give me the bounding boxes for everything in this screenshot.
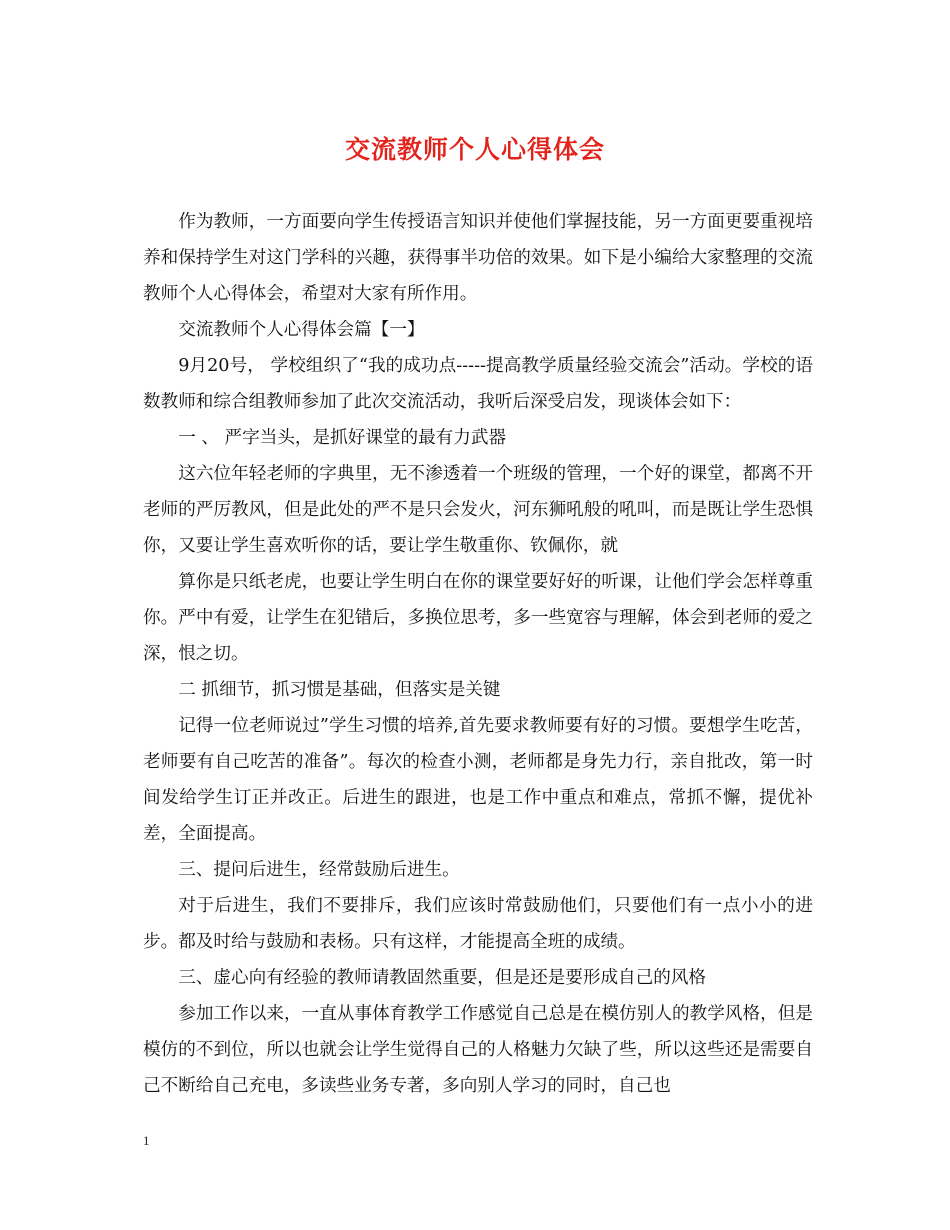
heading-details-habits: 二 抓细节，抓习惯是基础，但落实是关键	[178, 680, 501, 700]
heading-encourage-students: 三、提问后进生，经常鼓励后进生。	[178, 860, 460, 880]
paragraph-encourage-students: 对于后进生，我们不要排斥，我们应该时常鼓励他们，只要他们有一点小小的进步。都及时给与鼓励和表杨。只有这样，才能提高全班的成绩。	[143, 896, 813, 952]
page-number: 1	[143, 1133, 150, 1148]
paragraph-event: 9月20号， 学校组织了“我的成功点-----提高教学质量经验交流会”活动。学校的语数教师和综合组教师参加了此次交流活动，我听后深受启发，现谈体会如下：	[143, 356, 813, 412]
document-title: 交流教师个人心得体会	[344, 135, 605, 164]
section-heading-part-one: 交流教师个人心得体会篇【一】	[178, 320, 425, 340]
heading-strictness: 一 、 严字当头，是抓好课堂的最有力武器	[178, 428, 507, 448]
paragraph-strictness-continued: 算你是只纸老虎，也要让学生明白在你的课堂要好好的听课，让他们学会怎样尊重你。严中有爱，让学生在犯错后，多换位思考，多一些宽容与理解，体会到老师的爱之深，恨之切。	[143, 572, 813, 664]
paragraph-strictness: 这六位年轻老师的字典里，无不渗透着一个班级的管理，一个好的课堂，都离不开老师的严厉教风，但是此处的严不是只会发火，河东狮吼般的吼叫，而是既让学生恐惧你，又要让学生喜欢听你的话，要让学生敬重你、钦佩你，就	[143, 464, 813, 556]
heading-own-style: 三、虚心向有经验的教师请教固然重要，但是还是要形成自己的风格	[178, 968, 707, 988]
document-body	[143, 204, 813, 1104]
paragraph-intro: 作为教师，一方面要向学生传授语言知识并使他们掌握技能，另一方面更要重视培养和保持学生对这门学科的兴趣，获得事半功倍的效果。如下是小编给大家整理的交流教师个人心得体会，希望对大家有所作用。	[143, 212, 813, 304]
paragraph-own-style: 参加工作以来，一直从事体育教学工作感觉自己总是在模仿别人的教学风格，但是模仿的不到位，所以也就会让学生觉得自己的人格魅力欠缺了些，所以这些还是需要自己不断给自己充电，多读些业务专著，多向别人学习的同时，自己也	[143, 1004, 813, 1096]
paragraph-details-habits: 记得一位老师说过”学生习惯的培养,首先要求教师要有好的习惯。要想学生吃苦，老师要有自己吃苦的准备”。每次的检查小测，老师都是身先力行，亲自批改，第一时间发给学生订正并改正。后进生的跟进，也是工作中重点和难点，常抓不懈，提优补差，全面提高。	[143, 716, 813, 844]
